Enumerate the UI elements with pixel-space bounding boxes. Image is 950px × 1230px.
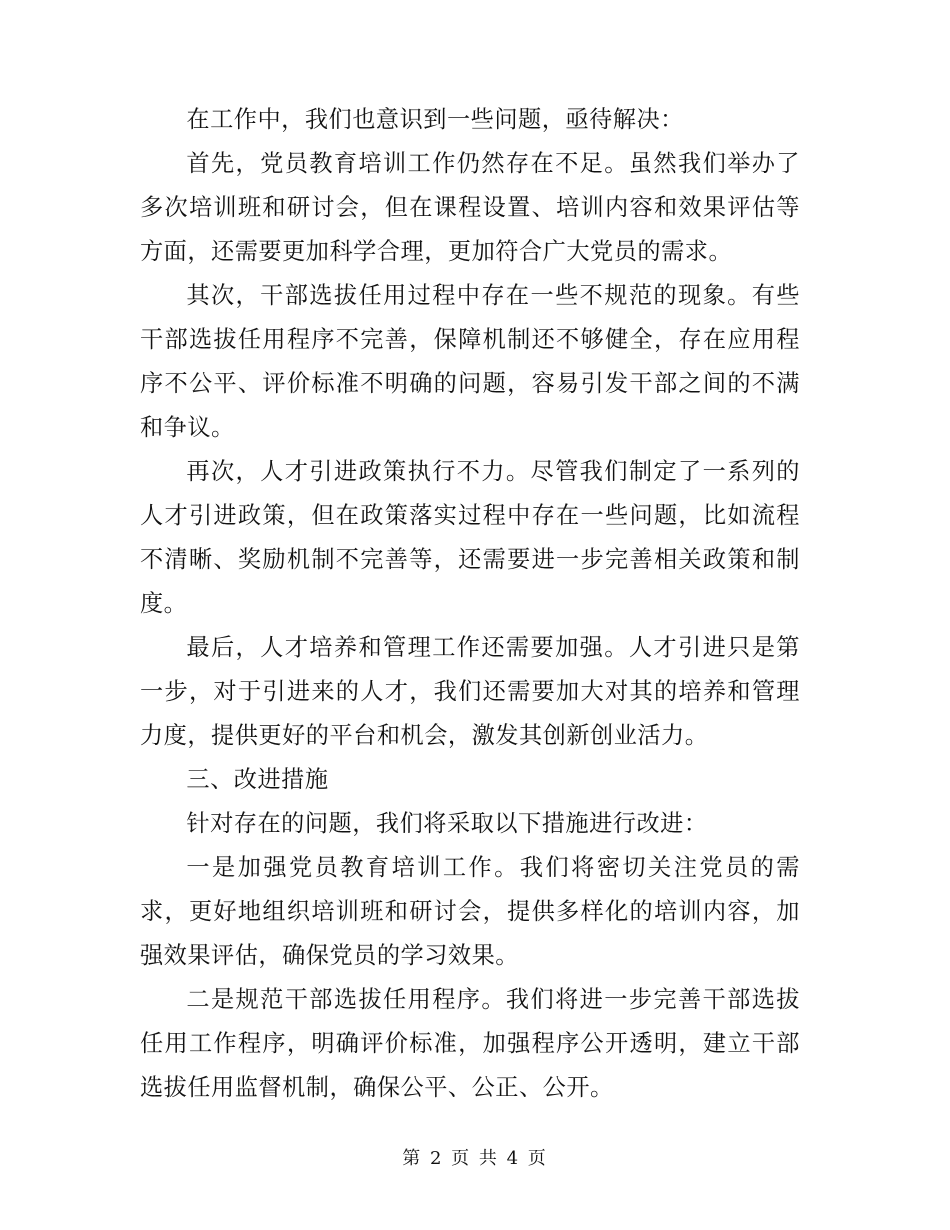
paragraph-measure-one: 一是加强党员教育培训工作。我们将密切关注党员的需求，更好地组织培训班和研讨会，提供多样化的培训内容，加强效果评估，确保党员的学习效果。 (140, 854, 800, 969)
paragraph-measure-two: 二是规范干部选拔任用程序。我们将进一步完善干部选拔任用工作程序，明确评价标准，加强程序公开透明，建立干部选拔任用监督机制，确保公平、公正、公开。 (140, 986, 800, 1101)
document-body (140, 98, 800, 1110)
paragraph-measures-intro: 针对存在的问题，我们将采取以下措施进行改进： (186, 810, 708, 837)
section-heading: 三、改进措施 (186, 766, 329, 793)
paragraph-first-issue: 首先，党员教育培训工作仍然存在不足。虽然我们举办了多次培训班和研讨会，但在课程设置、培训内容和效果评估等方面，还需要更加科学合理，更加符合广大党员的需求。 (140, 150, 800, 265)
paragraph-intro: 在工作中，我们也意识到一些问题，亟待解决： (186, 106, 684, 133)
paragraph-third-issue: 再次，人才引进政策执行不力。尽管我们制定了一系列的人才引进政策，但在政策落实过程中存在一些问题，比如流程不清晰、奖励机制不完善等，还需要进一步完善相关政策和制度。 (140, 458, 800, 617)
paragraph-second-issue: 其次，干部选拔任用过程中存在一些不规范的现象。有些干部选拔任用程序不完善，保障机制还不够健全，存在应用程序不公平、评价标准不明确的问题，容易引发干部之间的不满和争议。 (140, 282, 800, 441)
page-footer: 第 2 页 共 4 页 (402, 1148, 548, 1169)
paragraph-fourth-issue: 最后，人才培养和管理工作还需要加强。人才引进只是第一步，对于引进来的人才，我们还需要加大对其的培养和管理力度，提供更好的平台和机会，激发其创新创业活力。 (140, 634, 800, 749)
